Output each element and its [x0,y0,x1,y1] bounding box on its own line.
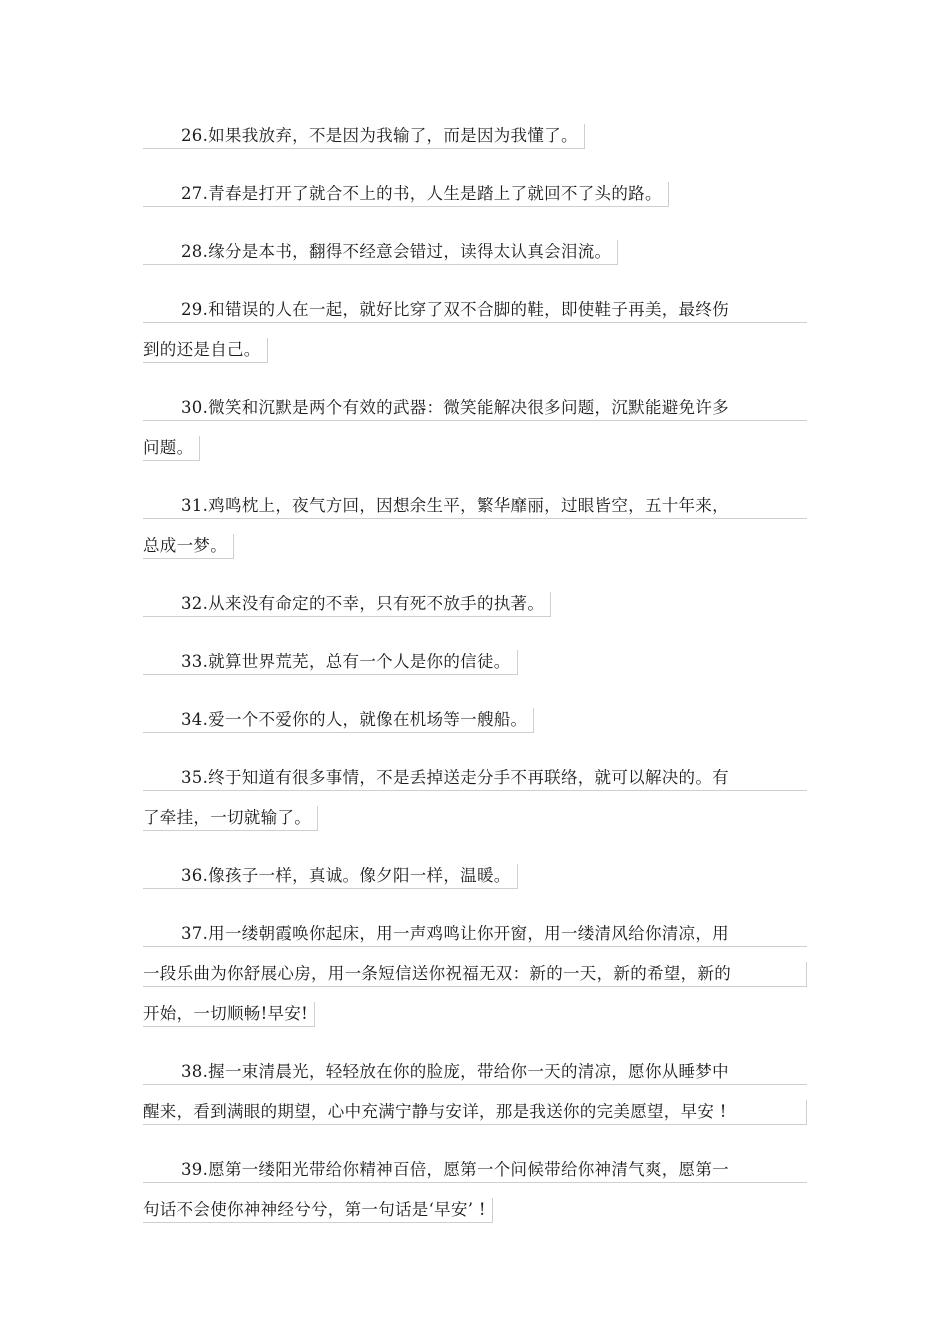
quote-line: 29.和错误的人在一起，就好比穿了双不合脚的鞋，即使鞋子再美，最终伤 [143,298,807,323]
quote-line: 38.握一束清晨光，轻轻放在你的脸庞，带给你一天的清凉，愿你从睡梦中 [143,1060,807,1085]
quote-line: 34.爱一个不爱你的人，就像在机场等一艘船。 [143,708,534,733]
quote-line: 问题。 [143,436,200,461]
quote-paragraph-37 [143,914,807,1034]
quote-line: 总成一梦。 [143,534,234,559]
quote-line: 一段乐曲为你舒展心房，用一条短信送你祝福无双：新的一天，新的希望，新的 [143,962,807,987]
quote-paragraph-32 [143,584,807,624]
quote-paragraph-33 [143,642,807,682]
quote-paragraph-27 [143,174,807,214]
quote-paragraph-39 [143,1150,807,1230]
quote-paragraph-34 [143,700,807,740]
quote-line: 了牵挂，一切就输了。 [143,806,318,831]
quote-line: 开始，一切顺畅!早安! [143,1002,315,1027]
document-page [143,116,807,1230]
quote-paragraph-30 [143,388,807,468]
quote-line: 32.从来没有命定的不幸，只有死不放手的执著。 [143,592,551,617]
quote-paragraph-31 [143,486,807,566]
quote-line: 30.微笑和沉默是两个有效的武器：微笑能解决很多问题，沉默能避免许多 [143,396,807,421]
quote-line: 33.就算世界荒芜，总有一个人是你的信徒。 [143,650,518,675]
quote-paragraph-38 [143,1052,807,1132]
quote-line: 37.用一缕朝霞唤你起床，用一声鸡鸣让你开窗，用一缕清风给你清凉，用 [143,922,807,947]
quote-paragraph-36 [143,856,807,896]
quote-paragraph-28 [143,232,807,272]
quote-line: 到的还是自己。 [143,338,268,363]
quote-line: 27.青春是打开了就合不上的书，人生是踏上了就回不了头的路。 [143,182,669,207]
quote-line: 26.如果我放弃，不是因为我输了，而是因为我懂了。 [143,124,585,149]
quote-line: 句话不会使你神神经兮兮，第一句话是‘早安’ ! [143,1198,493,1223]
quote-line: 35.终于知道有很多事情，不是丢掉送走分手不再联络，就可以解决的。有 [143,766,807,791]
quote-paragraph-29 [143,290,807,370]
quote-paragraph-26 [143,116,807,156]
quote-paragraph-35 [143,758,807,838]
quote-line: 醒来，看到满眼的期望，心中充满宁静与安详，那是我送你的完美愿望，早安 ! [143,1100,807,1125]
quote-line: 31.鸡鸣枕上，夜气方回，因想余生平，繁华靡丽，过眼皆空，五十年来， [143,494,807,519]
quote-line: 36.像孩子一样，真诚。像夕阳一样，温暖。 [143,864,518,889]
quote-line: 39.愿第一缕阳光带给你精神百倍，愿第一个问候带给你神清气爽，愿第一 [143,1158,807,1183]
quote-line: 28.缘分是本书，翻得不经意会错过，读得太认真会泪流。 [143,240,618,265]
